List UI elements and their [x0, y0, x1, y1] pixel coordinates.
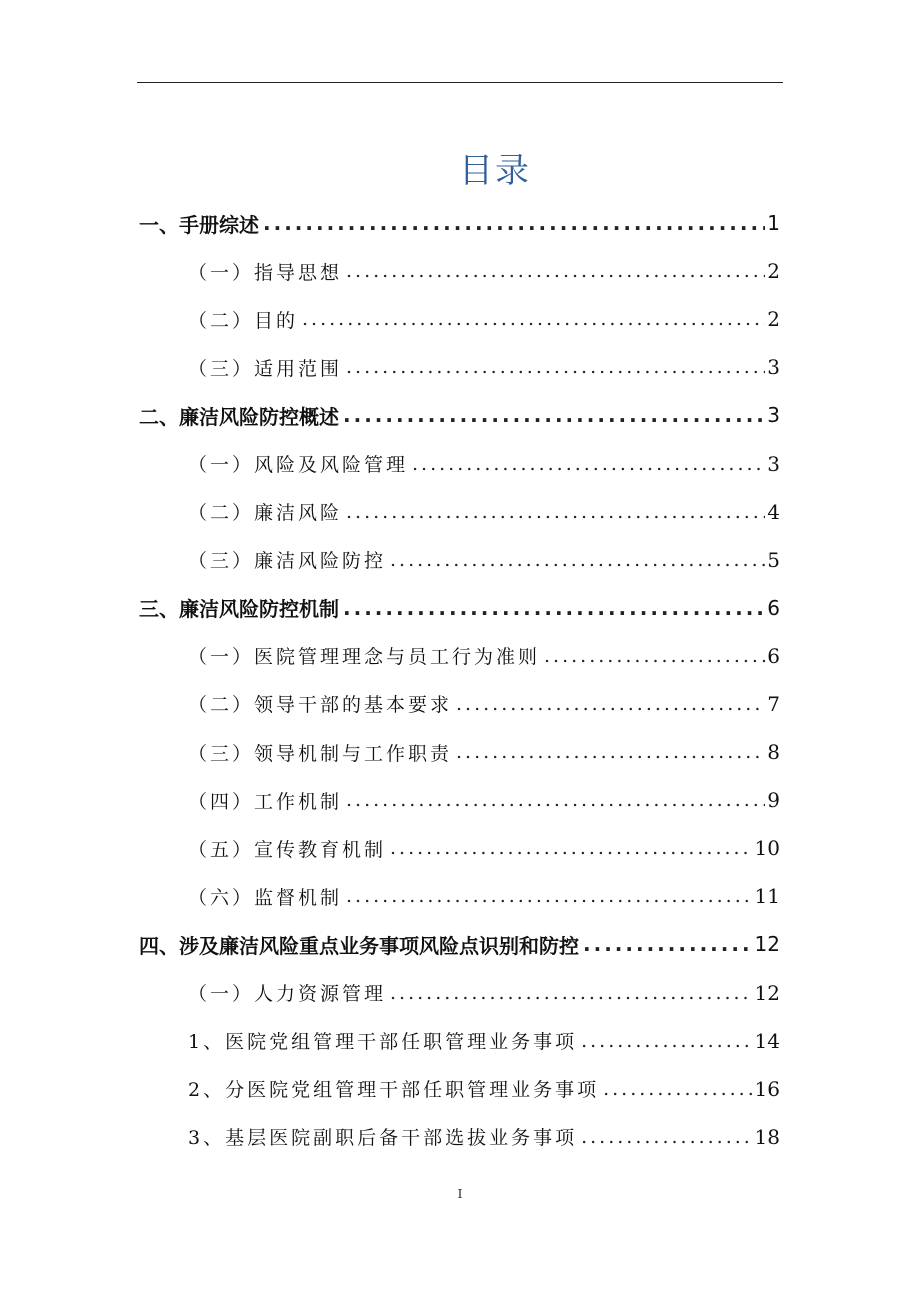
toc-entry[interactable] — [0, 632, 920, 680]
toc-entry[interactable] — [0, 199, 920, 247]
toc-entry-label: （四）工作机制 — [188, 790, 343, 813]
toc-entry[interactable] — [0, 680, 920, 728]
toc-entry-label: 四、涉及廉洁风险重点业务事项风险点识别和防控 — [139, 933, 579, 958]
dot-leader — [346, 259, 780, 284]
toc-entry[interactable] — [0, 391, 920, 439]
toc-entry-page: 1 — [767, 211, 780, 236]
dot-leader — [390, 836, 780, 861]
dot-leader — [581, 1124, 780, 1149]
toc-entry-label: （一）指导思想 — [188, 261, 343, 284]
toc-entry-label: （二）廉洁风险 — [188, 502, 343, 525]
toc-entry-label: 3、基层医院副职后备干部选拔业务事项 — [188, 1127, 578, 1150]
dot-leader — [544, 643, 780, 668]
toc-entry-page: 18 — [754, 1124, 780, 1149]
header-rule — [137, 82, 783, 83]
toc-entry-page: 3 — [767, 403, 780, 428]
toc-entry[interactable] — [0, 488, 920, 536]
toc-entry[interactable] — [0, 536, 920, 584]
toc-entry-page: 9 — [767, 788, 780, 813]
toc-entry-label: （二）目的 — [188, 309, 299, 332]
dot-leader — [346, 499, 780, 524]
dot-leader — [581, 1028, 780, 1053]
dot-leader — [390, 547, 780, 572]
toc-entry-label: （六）监督机制 — [188, 886, 343, 909]
toc-entry[interactable] — [0, 343, 920, 391]
toc-entry-page: 7 — [767, 691, 780, 716]
toc-entry[interactable] — [0, 584, 920, 632]
toc-entry-page: 2 — [767, 307, 780, 332]
dot-leader — [346, 884, 780, 909]
toc-entry-page: 3 — [767, 355, 780, 380]
toc-entry-label: （一）医院管理理念与员工行为准则 — [188, 646, 541, 669]
dot-leader — [343, 403, 780, 428]
dot-leader — [263, 211, 780, 236]
toc-entry-label: （三）领导机制与工作职责 — [188, 742, 453, 765]
footer-page-number: I — [457, 1187, 463, 1201]
toc-entry[interactable] — [0, 824, 920, 872]
toc-entry[interactable] — [0, 295, 920, 343]
toc-entry-label: 二、廉洁风险防控概述 — [139, 404, 339, 429]
toc-entry[interactable] — [0, 969, 920, 1017]
dot-leader — [583, 932, 780, 957]
toc-entry[interactable] — [0, 439, 920, 487]
toc-entry-page: 8 — [767, 740, 780, 765]
toc-entry-page: 10 — [754, 836, 780, 861]
toc-entry[interactable] — [0, 247, 920, 295]
toc-entry-page: 11 — [754, 884, 780, 909]
toc-entry-page: 3 — [767, 451, 780, 476]
toc-entry-page: 6 — [767, 595, 780, 620]
toc-entry[interactable] — [0, 1017, 920, 1065]
toc-entry[interactable] — [0, 1113, 920, 1161]
dot-leader — [302, 307, 780, 332]
dot-leader — [343, 595, 780, 620]
toc-entry[interactable] — [0, 776, 920, 824]
toc-entry[interactable] — [0, 1065, 920, 1113]
dot-leader — [456, 740, 780, 765]
toc-entry-page: 2 — [767, 259, 780, 284]
dot-leader — [346, 788, 780, 813]
toc-entry-page: 4 — [767, 499, 780, 524]
dot-leader — [456, 691, 780, 716]
toc-entry-label: 三、廉洁风险防控机制 — [139, 597, 339, 622]
toc-entry-label: （一）风险及风险管理 — [188, 454, 409, 477]
toc-entry-label: （三）廉洁风险防控 — [188, 550, 387, 573]
toc-entry[interactable] — [0, 728, 920, 776]
toc-title: 目录 — [459, 151, 531, 191]
dot-leader — [346, 355, 780, 380]
table-of-contents — [0, 199, 920, 1161]
toc-entry-label: 1、医院党组管理干部任职管理业务事项 — [188, 1031, 578, 1054]
toc-entry-label: （三）适用范围 — [188, 357, 343, 380]
toc-entry-page: 12 — [754, 932, 780, 957]
toc-entry[interactable] — [0, 920, 920, 968]
toc-entry-page: 14 — [754, 1028, 780, 1053]
toc-entry-label: 一、手册综述 — [139, 212, 259, 237]
dot-leader — [412, 451, 780, 476]
toc-entry-label: （二）领导干部的基本要求 — [188, 694, 453, 717]
toc-entry-label: （一）人力资源管理 — [188, 983, 387, 1006]
toc-entry-page: 6 — [767, 643, 780, 668]
toc-entry-page: 16 — [754, 1076, 780, 1101]
toc-entry-page: 12 — [754, 980, 780, 1005]
toc-entry-page: 5 — [767, 547, 780, 572]
dot-leader — [390, 980, 780, 1005]
toc-entry-label: 2、分医院党组管理干部任职管理业务事项 — [188, 1079, 600, 1102]
toc-entry[interactable] — [0, 872, 920, 920]
toc-entry-label: （五）宣传教育机制 — [188, 838, 387, 861]
